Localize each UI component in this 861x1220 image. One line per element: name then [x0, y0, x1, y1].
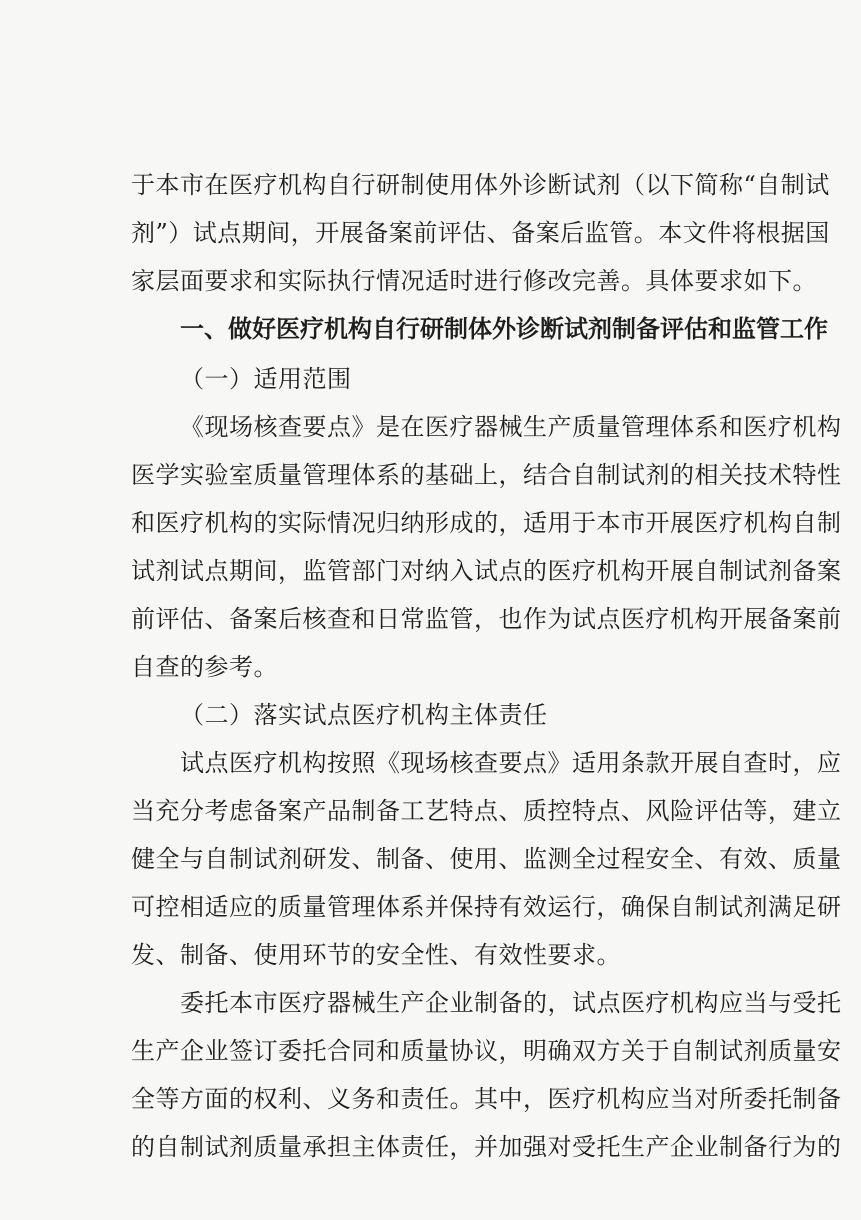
- body-line: 发、制备、使用环节的安全性、有效性要求。: [131, 941, 621, 969]
- body-line: 家层面要求和实际执行情况适时进行修改完善。具体要求如下。: [131, 267, 817, 295]
- body-line: 试点医疗机构按照《现场核查要点》适用条款开展自查时，应: [180, 749, 842, 777]
- body-line: 于本市在医疗机构自行研制使用体外诊断试剂（以下简称“自制试: [131, 171, 830, 199]
- body-line: 医学实验室质量管理体系的基础上，结合自制试剂的相关技术特性: [131, 461, 842, 489]
- body-line: 《现场核查要点》是在医疗器械生产质量管理体系和医疗机构: [180, 413, 842, 441]
- section-heading: 一、做好医疗机构自行研制体外诊断试剂制备评估和监管工作: [180, 315, 828, 343]
- body-line: 生产企业签订委托合同和质量协议，明确双方关于自制试剂质量安: [131, 1037, 842, 1065]
- body-line: 全等方面的权利、义务和责任。其中，医疗机构应当对所委托制备: [131, 1085, 842, 1113]
- body-line: 的自制试剂质量承担主体责任，并加强对受托生产企业制备行为的: [131, 1133, 842, 1161]
- body-line: 当充分考虑备案产品制备工艺特点、质控特点、风险评估等，建立: [131, 797, 842, 825]
- body-line: 和医疗机构的实际情况归纳形成的，适用于本市开展医疗机构自制: [131, 509, 842, 537]
- body-line: 前评估、备案后核查和日常监管，也作为试点医疗机构开展备案前: [131, 605, 842, 633]
- body-line: 自查的参考。: [131, 653, 278, 681]
- body-line: 委托本市医疗器械生产企业制备的，试点医疗机构应当与受托: [180, 989, 842, 1017]
- body-line: 可控相适应的质量管理体系并保持有效运行，确保自制试剂满足研: [131, 893, 842, 921]
- body-line: 剂”）试点期间，开展备案前评估、备案后监管。本文件将根据国: [131, 219, 830, 247]
- subsection-heading: （一）适用范围: [180, 365, 352, 393]
- body-line: 健全与自制试剂研发、制备、使用、监测全过程安全、有效、质量: [131, 845, 842, 873]
- body-line: 试剂试点期间，监管部门对纳入试点的医疗机构开展自制试剂备案: [131, 557, 842, 585]
- subsection-heading: （二）落实试点医疗机构主体责任: [180, 701, 548, 729]
